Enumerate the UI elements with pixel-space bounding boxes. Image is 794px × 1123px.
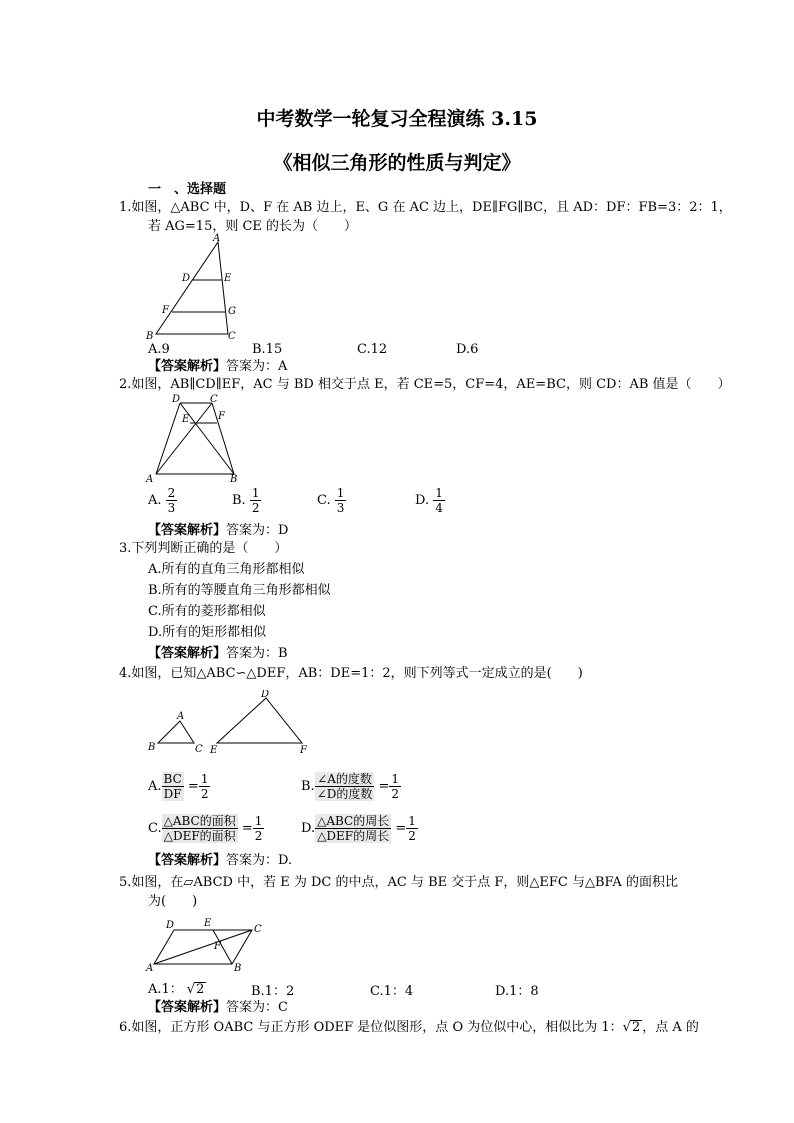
q4-figure (142, 690, 317, 756)
q5-option-d[interactable]: D.1：8 (495, 984, 539, 999)
q2-option-b[interactable]: B. $\frac{1}{2}$ (232, 486, 260, 515)
q3-option-b[interactable]: B.所有的等腰直角三角形都相似 (148, 583, 331, 598)
q2-option-c[interactable]: C. $\frac{1}{3}$ (317, 486, 345, 515)
q5-answer: 【答案解析】答案为：C (148, 1000, 288, 1015)
q3-option-d[interactable]: D.所有的矩形都相似 (148, 625, 267, 640)
q1-option-b[interactable]: B.15 (252, 342, 283, 357)
q4-option-b[interactable]: B. $\frac{\text{∠A的度数}}{\text{∠D的度数}}$ = $\frac{1}{2}$ (301, 772, 400, 801)
q4-label-c: C (195, 744, 203, 755)
q1-option-d[interactable]: D.6 (456, 342, 479, 357)
q4-label-a: A (177, 711, 185, 722)
q1-figure (140, 232, 250, 344)
q3-text-line1: 3.下列判断正确的是（ ） (119, 541, 288, 556)
q5-label-a: A (146, 963, 154, 974)
q1-label-a: A (213, 233, 221, 244)
q2-answer: 【答案解析】答案为：D (148, 523, 289, 538)
q2-option-a[interactable]: A. $\frac{2}{3}$ (148, 486, 176, 515)
q2-label-d: D (172, 394, 181, 405)
q5-option-b[interactable]: B.1：2 (251, 984, 295, 999)
q5-option-a[interactable]: A.1： √2 (148, 982, 205, 997)
q2-label-b: B (230, 474, 238, 485)
q2-figure (142, 390, 247, 487)
q5-label-c: C (254, 924, 262, 935)
q1-text-line2: 若 AG=15，则 CE 的长为（ ） (148, 219, 358, 234)
q3-option-c[interactable]: C.所有的菱形都相似 (148, 604, 266, 619)
q1-label-e: E (224, 273, 232, 284)
q1-label-d: D (182, 273, 191, 284)
q5-label-b: B (234, 963, 242, 974)
q4-text-line1: 4.如图，已知△ABC∽△DEF，AB：DE=1：2，则下列等式一定成立的是( ) (119, 666, 583, 681)
q2-label-c: C (210, 394, 218, 405)
section-heading: 一 、选择题 (148, 182, 227, 197)
q4-option-a[interactable]: A. $\frac{BC}{DF}$ = $\frac{1}{2}$ (148, 772, 209, 801)
q3-answer: 【答案解析】答案为：B (148, 646, 288, 661)
q1-label-b: B (146, 331, 154, 342)
q4-answer: 【答案解析】答案为：D. (148, 853, 293, 868)
page-title: 中考数学一轮复习全程演练 3.15 (256, 108, 538, 130)
q4-label-d: D (261, 690, 270, 700)
q2-label-e: E (182, 414, 190, 425)
q4-option-c[interactable]: C. $\frac{\text{△ABC的面积}}{\text{△DEF的面积}}$ = $\frac{1}{2}$ (148, 814, 263, 843)
q2-option-d[interactable]: D. $\frac{1}{4}$ (415, 486, 443, 515)
q6-text-line1: 6.如图，正方形 OABC 与正方形 ODEF 是位似图形，点 O 为位似中心，相似比为 1：√2 ，点 A 的 (119, 1020, 699, 1035)
q4-option-d[interactable]: D. $\frac{\text{△ABC的周长}}{\text{△DEF的周长}}$ = $\frac{1}{2}$ (301, 814, 416, 843)
q1-text-line1: 1.如图，△ABC 中，D、F 在 AB 边上，E、G 在 AC 边上，DE∥FG∥BC，且 AD：DF：FB=3：2：1， (119, 200, 732, 215)
q5-figure (142, 914, 272, 974)
q5-label-f: F (214, 941, 221, 952)
page-subtitle: 《相似三角形的性质与判定》 (273, 152, 521, 174)
q1-label-f: F (162, 305, 169, 316)
q4-label-e: E (210, 745, 218, 756)
q4-label-b: B (148, 742, 156, 753)
q3-option-a[interactable]: A.所有的直角三角形都相似 (148, 562, 305, 577)
q1-answer: 【答案解析】答案为：A (148, 359, 288, 374)
q5-option-c[interactable]: C.1：4 (370, 984, 414, 999)
q1-label-c: C (228, 331, 236, 342)
q2-label-f: F (218, 411, 225, 422)
q2-label-a: A (146, 474, 154, 485)
q5-label-e: E (204, 918, 212, 929)
q5-text-line1: 5.如图，在▱ABCD 中，若 E 为 DC 的中点，AC 与 BE 交于点 F，则△EFC 与△BFA 的面积比 (119, 875, 678, 890)
q5-label-d: D (166, 920, 175, 931)
q1-label-g: G (228, 306, 236, 317)
q5-text-line2: 为( ) (148, 894, 198, 909)
q1-option-c[interactable]: C.12 (357, 342, 388, 357)
q1-option-a[interactable]: A.9 (148, 342, 170, 357)
q4-label-f: F (300, 745, 307, 756)
q2-text-line1: 2.如图，AB∥CD∥EF，AC 与 BD 相交于点 E，若 CE=5，CF=4，AE=BC，则 CD：AB 值是（ ） (119, 377, 731, 392)
